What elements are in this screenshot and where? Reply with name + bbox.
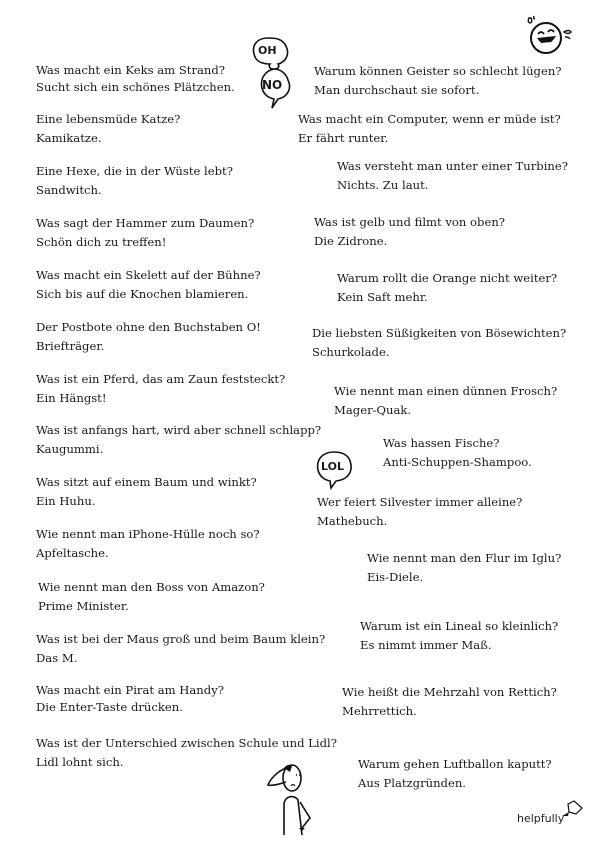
joke-question: Was macht ein Keks am Strand? [36,63,226,77]
joke-right-2 [298,110,561,148]
joke-left-5 [36,266,261,304]
joke-answer: Schurkolade. [312,345,390,359]
joke-question: Warum rollt die Orange nicht weiter? [337,271,558,285]
joke-question: Was ist gelb und filmt von oben? [314,215,506,229]
joke-answer: Das M. [36,651,78,665]
joke-answer: Schön dich zu treffen! [36,235,167,249]
joke-answer: Es nimmt immer Maß. [360,638,492,652]
joke-answer: Man durchschaut sie sofort. [314,83,480,97]
joke-question: Warum können Geister so schlecht lügen? [314,64,562,78]
joke-right-8 [383,434,532,472]
joke-answer: Kein Saft mehr. [337,290,428,304]
joke-answer: Eis-Diele. [367,570,424,584]
joke-question: Was sitzt auf einem Baum und winkt? [36,475,257,489]
joke-question: Was ist der Unterschied zwischen Schule und Lidl? [36,736,337,750]
joke-answer: Aus Platzgründen. [358,776,466,790]
joke-question: Was macht ein Pirat am Handy? [36,683,224,697]
joke-question: Wer feiert Silvester immer alleine? [317,495,523,509]
joke-answer: Die Enter-Taste drücken. [36,700,183,714]
joke-question: Wie nennt man den Flur im Iglu? [367,551,562,565]
joke-question: Was ist anfangs hart, wird aber schnell schlapp? [36,423,322,437]
joke-right-11 [360,617,558,655]
joke-left-8 [36,421,321,459]
joke-question: Eine Hexe, die in der Wüste lebt? [36,164,233,178]
laughing-face-icon [520,10,580,60]
joke-question: Eine lebensmüde Katze? [36,112,181,126]
joke-question: Wie heißt die Mehrzahl von Rettich? [342,685,557,699]
joke-right-6 [312,324,566,362]
joke-answer: Prime Minister. [38,599,129,613]
joke-right-9 [317,493,522,531]
joke-answer: Sandwitch. [36,183,102,197]
joke-left-9 [36,473,257,511]
joke-question: Was hassen Fische? [383,436,500,450]
joke-left-11 [38,578,265,616]
joke-answer: Kaugummi. [36,442,104,456]
joke-right-10 [367,549,561,587]
joke-question: Was versteht man unter einer Turbine? [337,159,568,173]
joke-question: Was macht ein Computer, wenn er müde ist? [298,112,561,126]
oh-label: OH [258,44,277,57]
joke-answer: Mathebuch. [317,514,388,528]
joke-right-5 [337,269,557,307]
joke-right-7 [334,382,557,420]
joke-answer: Die Zidrone. [314,234,388,248]
joke-left-3 [36,162,233,200]
joke-left-1 [36,62,235,96]
joke-right-13 [358,755,552,793]
joke-question: Wie nennt man einen dünnen Frosch? [334,384,558,398]
joke-left-10 [36,525,260,563]
joke-left-7 [36,370,285,408]
joke-answer: Anti-Schuppen-Shampoo. [383,455,532,469]
joke-right-4 [314,213,505,251]
joke-question: Die liebsten Süßigkeiten von Bösewichten? [312,326,567,340]
joke-answer: Ein Hängst! [36,391,107,405]
oh-no-bubble-icon [248,36,296,116]
joke-question: Der Postbote ohne den Buchstaben O! [36,320,261,334]
joke-answer: Sich bis auf die Knochen blamieren. [36,287,249,301]
joke-left-4 [36,214,254,252]
joke-question: Warum gehen Luftballon kaputt? [358,757,552,771]
brand-logo-text: helpfully [517,812,565,825]
joke-left-6 [36,318,261,356]
joke-answer: Mager-Quak. [334,403,412,417]
joke-answer: Apfeltasche. [36,546,109,560]
pillow-logo-icon [560,800,584,820]
joke-question: Warum ist ein Lineal so kleinlich? [360,619,559,633]
joke-left-12 [36,630,325,668]
joke-answer: Lidl lohnt sich. [36,755,124,769]
joke-right-12 [342,683,557,721]
joke-answer: Briefträger. [36,339,105,353]
joke-question: Wie nennt man iPhone-Hülle noch so? [36,527,260,541]
joke-left-13 [36,682,224,716]
joke-question: Was ist bei der Maus groß und beim Baum klein? [36,632,326,646]
joke-question: Wie nennt man den Boss von Amazon? [38,580,265,594]
lol-label: LOL [321,460,344,473]
joke-answer: Sucht sich ein schönes Plätzchen. [36,80,235,94]
joke-question: Was sagt der Hammer zum Daumen? [36,216,255,230]
lol-bubble-icon [314,450,356,490]
no-label: NO [262,78,283,92]
joke-right-3 [337,157,568,195]
joke-answer: Ein Huhu. [36,494,96,508]
joke-answer: Er fährt runter. [298,131,389,145]
joke-question: Was ist ein Pferd, das am Zaun feststeckt? [36,372,286,386]
joke-answer: Mehrrettich. [342,704,417,718]
joke-right-1 [314,62,562,100]
thinking-person-icon [262,760,322,840]
joke-left-2 [36,110,180,148]
joke-question: Was macht ein Skelett auf der Bühne? [36,268,261,282]
joke-answer: Kamikatze. [36,131,102,145]
joke-answer: Nichts. Zu laut. [337,178,429,192]
